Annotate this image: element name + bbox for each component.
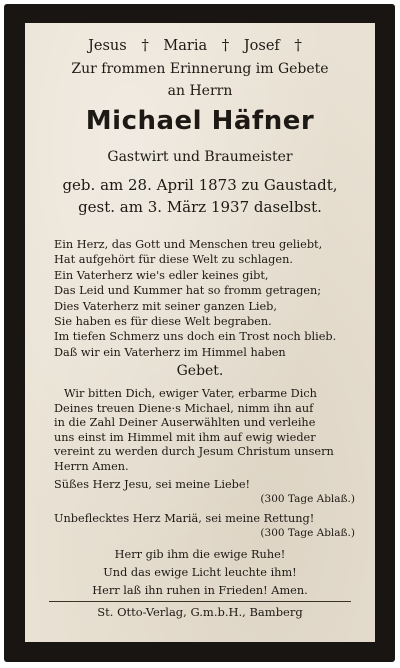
prayer-line: Herrn Amen. xyxy=(54,459,129,473)
indulgence-note: (300 Tage Ablaß.) xyxy=(260,493,355,505)
closing-line: Herr gib ihm die ewige Ruhe! xyxy=(114,548,286,561)
publisher-imprint: St. Otto-Verlag, G.m.b.H., Bamberg xyxy=(97,605,303,619)
cross-icon: † xyxy=(141,36,149,54)
closing-line: Herr laß ihn ruhen in Frieden! Amen. xyxy=(92,584,308,597)
poem-line: Das Leid und Kummer hat so fromm getragen; xyxy=(54,284,322,298)
memorial-poem xyxy=(54,237,336,360)
poem-line: Ein Vaterherz wie's edler keines gibt, xyxy=(54,268,269,282)
divider xyxy=(49,601,351,602)
poem-line: Im tiefen Schmerz uns doch ein Trost noch blieb. xyxy=(54,330,337,344)
prayer-line: Deines treuen Diene·s Michael, nimm ihn auf xyxy=(54,401,314,415)
prayer-text xyxy=(54,387,354,475)
card-paper xyxy=(25,23,375,642)
header-maria: Maria xyxy=(163,38,208,54)
ejaculation-sacred-heart: Süßes Herz Jesu, sei meine Liebe! xyxy=(54,478,251,491)
prayer-line: Wir bitten Dich, ewiger Vater, erbarme Dich xyxy=(64,387,317,400)
indulgence-note: (300 Tage Ablaß.) xyxy=(260,527,355,539)
ejaculation-immaculate-heart: Unbeflecktes Herz Mariä, sei meine Rettung! xyxy=(54,512,315,525)
death-line: gest. am 3. März 1937 daselbst. xyxy=(78,198,322,216)
cross-icon: † xyxy=(221,36,230,54)
poem-line: Sie haben es für diese Welt begraben. xyxy=(54,314,272,328)
prayer-line: vereint zu werden durch Jesum Christum unsern xyxy=(54,445,334,459)
holy-family-line xyxy=(25,36,375,54)
poem-line: Daß wir ein Vaterherz im Himmel haben xyxy=(54,345,286,359)
occupation: Gastwirt und Braumeister xyxy=(107,149,293,165)
header-josef: Josef xyxy=(243,38,280,54)
closing-prayer xyxy=(25,546,375,600)
cross-icon: † xyxy=(294,36,302,54)
deceased-name: Michael Häfner xyxy=(85,106,315,136)
header-jesus: Jesus xyxy=(88,38,127,54)
prayer-line: uns einst im Himmel mit ihm auf ewig wieder xyxy=(54,430,316,444)
closing-line: Und das ewige Licht leuchte ihm! xyxy=(103,566,297,579)
intro-line: Zur frommen Erinnerung im Gebete xyxy=(71,61,329,77)
poem-line: Hat aufgehört für diese Welt zu schlagen. xyxy=(54,253,293,267)
poem-line: Ein Herz, das Gott und Menschen treu geliebt, xyxy=(54,238,323,251)
prayer-line: in die Zahl Deiner Auserwählten und verleihe xyxy=(54,416,316,430)
birth-line: geb. am 28. April 1873 zu Gaustadt, xyxy=(62,176,338,194)
poem-line: Dies Vaterherz mit seiner ganzen Lieb, xyxy=(54,299,278,313)
herrn-line: an Herrn xyxy=(167,83,233,99)
prayer-title: Gebet. xyxy=(176,363,224,379)
memorial-card xyxy=(4,4,395,662)
